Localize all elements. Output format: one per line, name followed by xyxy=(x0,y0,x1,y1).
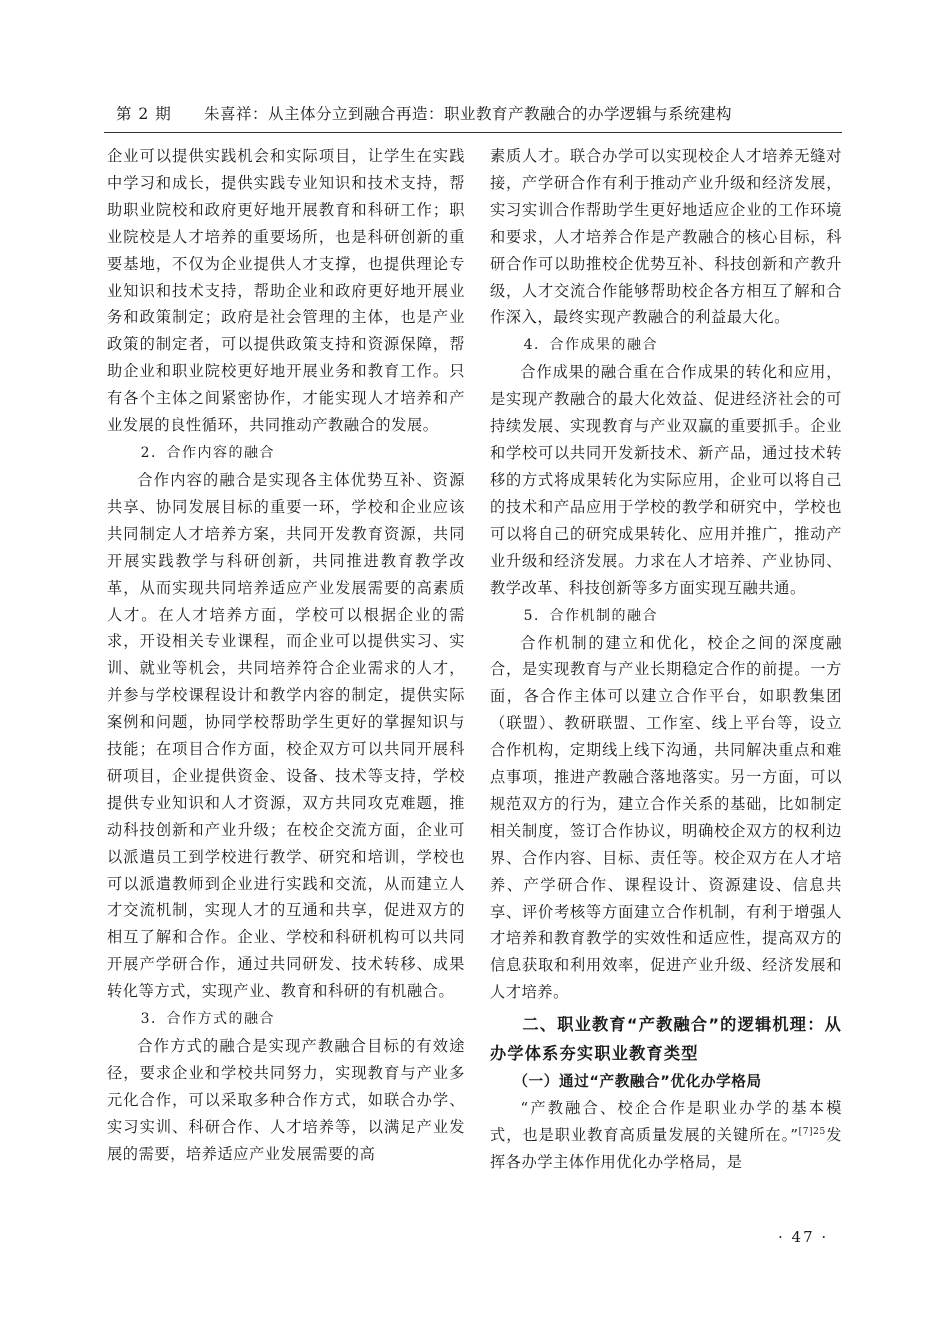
paragraph: 合作内容的融合是实现各主体优势互补、资源共享、协同发展目标的重要一环，学校和企业应该共同制定人才培养方案，共同开发教育资源，共同开展实践教学与科研创新，共同推进教育教学改革，从而实现共同培养适应产业发展需要的高素质人才。在人才培养方面，学校可以根据企业的需求，开设相关专业课程，而企业可以提供实习、实训、就业等机会，共同培养符合企业需求的人才，并参与学校课程设计和教学内容的制定，提供实际案例和问题，协同学校帮助学生更好的掌握知识与技能；在项目合作方面，校企双方可以共同开展科研项目，企业提供资金、设备、技术等支持，学校提供专业知识和人才资源，双方共同攻克难题，推动科技创新和产业升级；在校企交流方面，企业可以派遣员工到学校进行教学、研究和培训，学校也可以派遣教师到企业进行实践和交流，从而建立人才交流机制，实现人才的互通和共享，促进双方的相互了解和合作。企业、学校和科研机构可以共同开展产学研合作，通过共同研发、技术转移、成果转化等方式，实现产业、教育和科研的有机融合。 xyxy=(107,470,465,1001)
paragraph: 合作方式的融合是实现产教融合目标的有效途径，要求企业和学校共同努力，实现教育与产业多元化合作，可以采取多种合作方式，如联合办学、实习实训、科研合作、人才培养等，以满足产业发展的需要，培养适应产业发展需要的高 xyxy=(107,1037,465,1163)
paragraph xyxy=(490,1095,842,1176)
subsection-title: （一）通过“产教融合”优化办学格局 xyxy=(513,1073,762,1091)
quote-text: “产教融合、校企合作是职业办学的基本模式，也是职业教育高质量发展的关键所在。” xyxy=(490,1099,842,1145)
running-header xyxy=(104,92,842,133)
paragraph-text: 发挥各办学主体作用优化办学格局，是 xyxy=(490,1126,842,1171)
subsection-heading: 2．合作内容的融合 xyxy=(140,444,276,461)
section-heading: 二、职业教育“产教融合”的逻辑机理：从办学体系夯实职业教育类型 xyxy=(490,1015,842,1064)
page-number: · 47 · xyxy=(778,1228,829,1246)
paragraph: 素质人才。联合办学可以实现校企人才培养无缝对接，产学研合作有利于推动产业升级和经济发展，实习实训合作帮助学生更好地适应企业的工作环境和要求，人才培养合作是产教融合的核心目标，科研合作可以助推校企优势互补、科技创新和产教升级，人才交流合作能够帮助校企各方相互了解和合作深入，最终实现产教融合的利益最大化。 xyxy=(490,147,842,327)
subsection-heading: 3．合作方式的融合 xyxy=(140,1011,276,1028)
right-column xyxy=(490,143,842,1176)
running-title: 朱喜祥：从主体分立到融合再造：职业教育产教融合的办学逻辑与系统建构 xyxy=(204,105,733,123)
citation-marker: [7]25 xyxy=(798,1127,826,1138)
subsection-heading: 4．合作成果的融合 xyxy=(523,337,659,354)
paragraph: 合作成果的融合重在合作成果的转化和应用，是实现产教融合的最大化效益、促进经济社会的可持续发展、实现教育与产业双赢的重要抓手。企业和学校可以共同开发新技术、新产品，通过技术转移的方式将成果转化为实际应用，企业可以将自己的技术和产品应用于学校的教学和研究中，学校也可以将自己的研究成果转化、应用并推广，推动产业升级和经济发展。力求在人才培养、产业协同、教学改革、科技创新等多方面实现互融共通。 xyxy=(490,363,842,597)
issue-number: 第 2 期 xyxy=(116,105,172,123)
subsection-heading: 5．合作机制的融合 xyxy=(523,607,659,624)
left-column xyxy=(107,143,465,1168)
paragraph: 合作机制的建立和优化，校企之间的深度融合，是实现教育与产业长期稳定合作的前提。一方面，各合作主体可以建立合作平台，如职教集团（联盟）、教研联盟、工作室、线上平台等，设立合作机构，定期线上线下沟通，共同解决重点和难点事项，推进产教融合落地落实。另一方面，可以规范双方的行为，建立合作关系的基础，比如制定相关制度，签订合作协议，明确校企双方的权利边界、合作内容、目标、责任等。校企双方在人才培养、产学研合作、课程设计、资源建设、信息共享、评价考核等方面建立合作机制，有利于增强人才培养和教育教学的实效性和适应性，提高双方的信息获取和利用效率，促进产业升级、经济发展和人才培养。 xyxy=(490,633,842,1002)
paragraph: 企业可以提供实践机会和实际项目，让学生在实践中学习和成长，提供实践专业知识和技术支持，帮助职业院校和政府更好地开展教育和科研工作；职业院校是人才培养的重要场所，也是科研创新的重要基地，不仅为企业提供人才支撑，也提供理论专业知识和技术支持，帮助企业和政府更好地开展业务和政策制定；政府是社会管理的主体，也是产业政策的制定者，可以提供政策支持和资源保障，帮助企业和职业院校更好地开展业务和教育工作。只有各个主体之间紧密协作，才能实现人才培养和产业发展的良性循环，共同推动产教融合的发展。 xyxy=(107,147,465,435)
